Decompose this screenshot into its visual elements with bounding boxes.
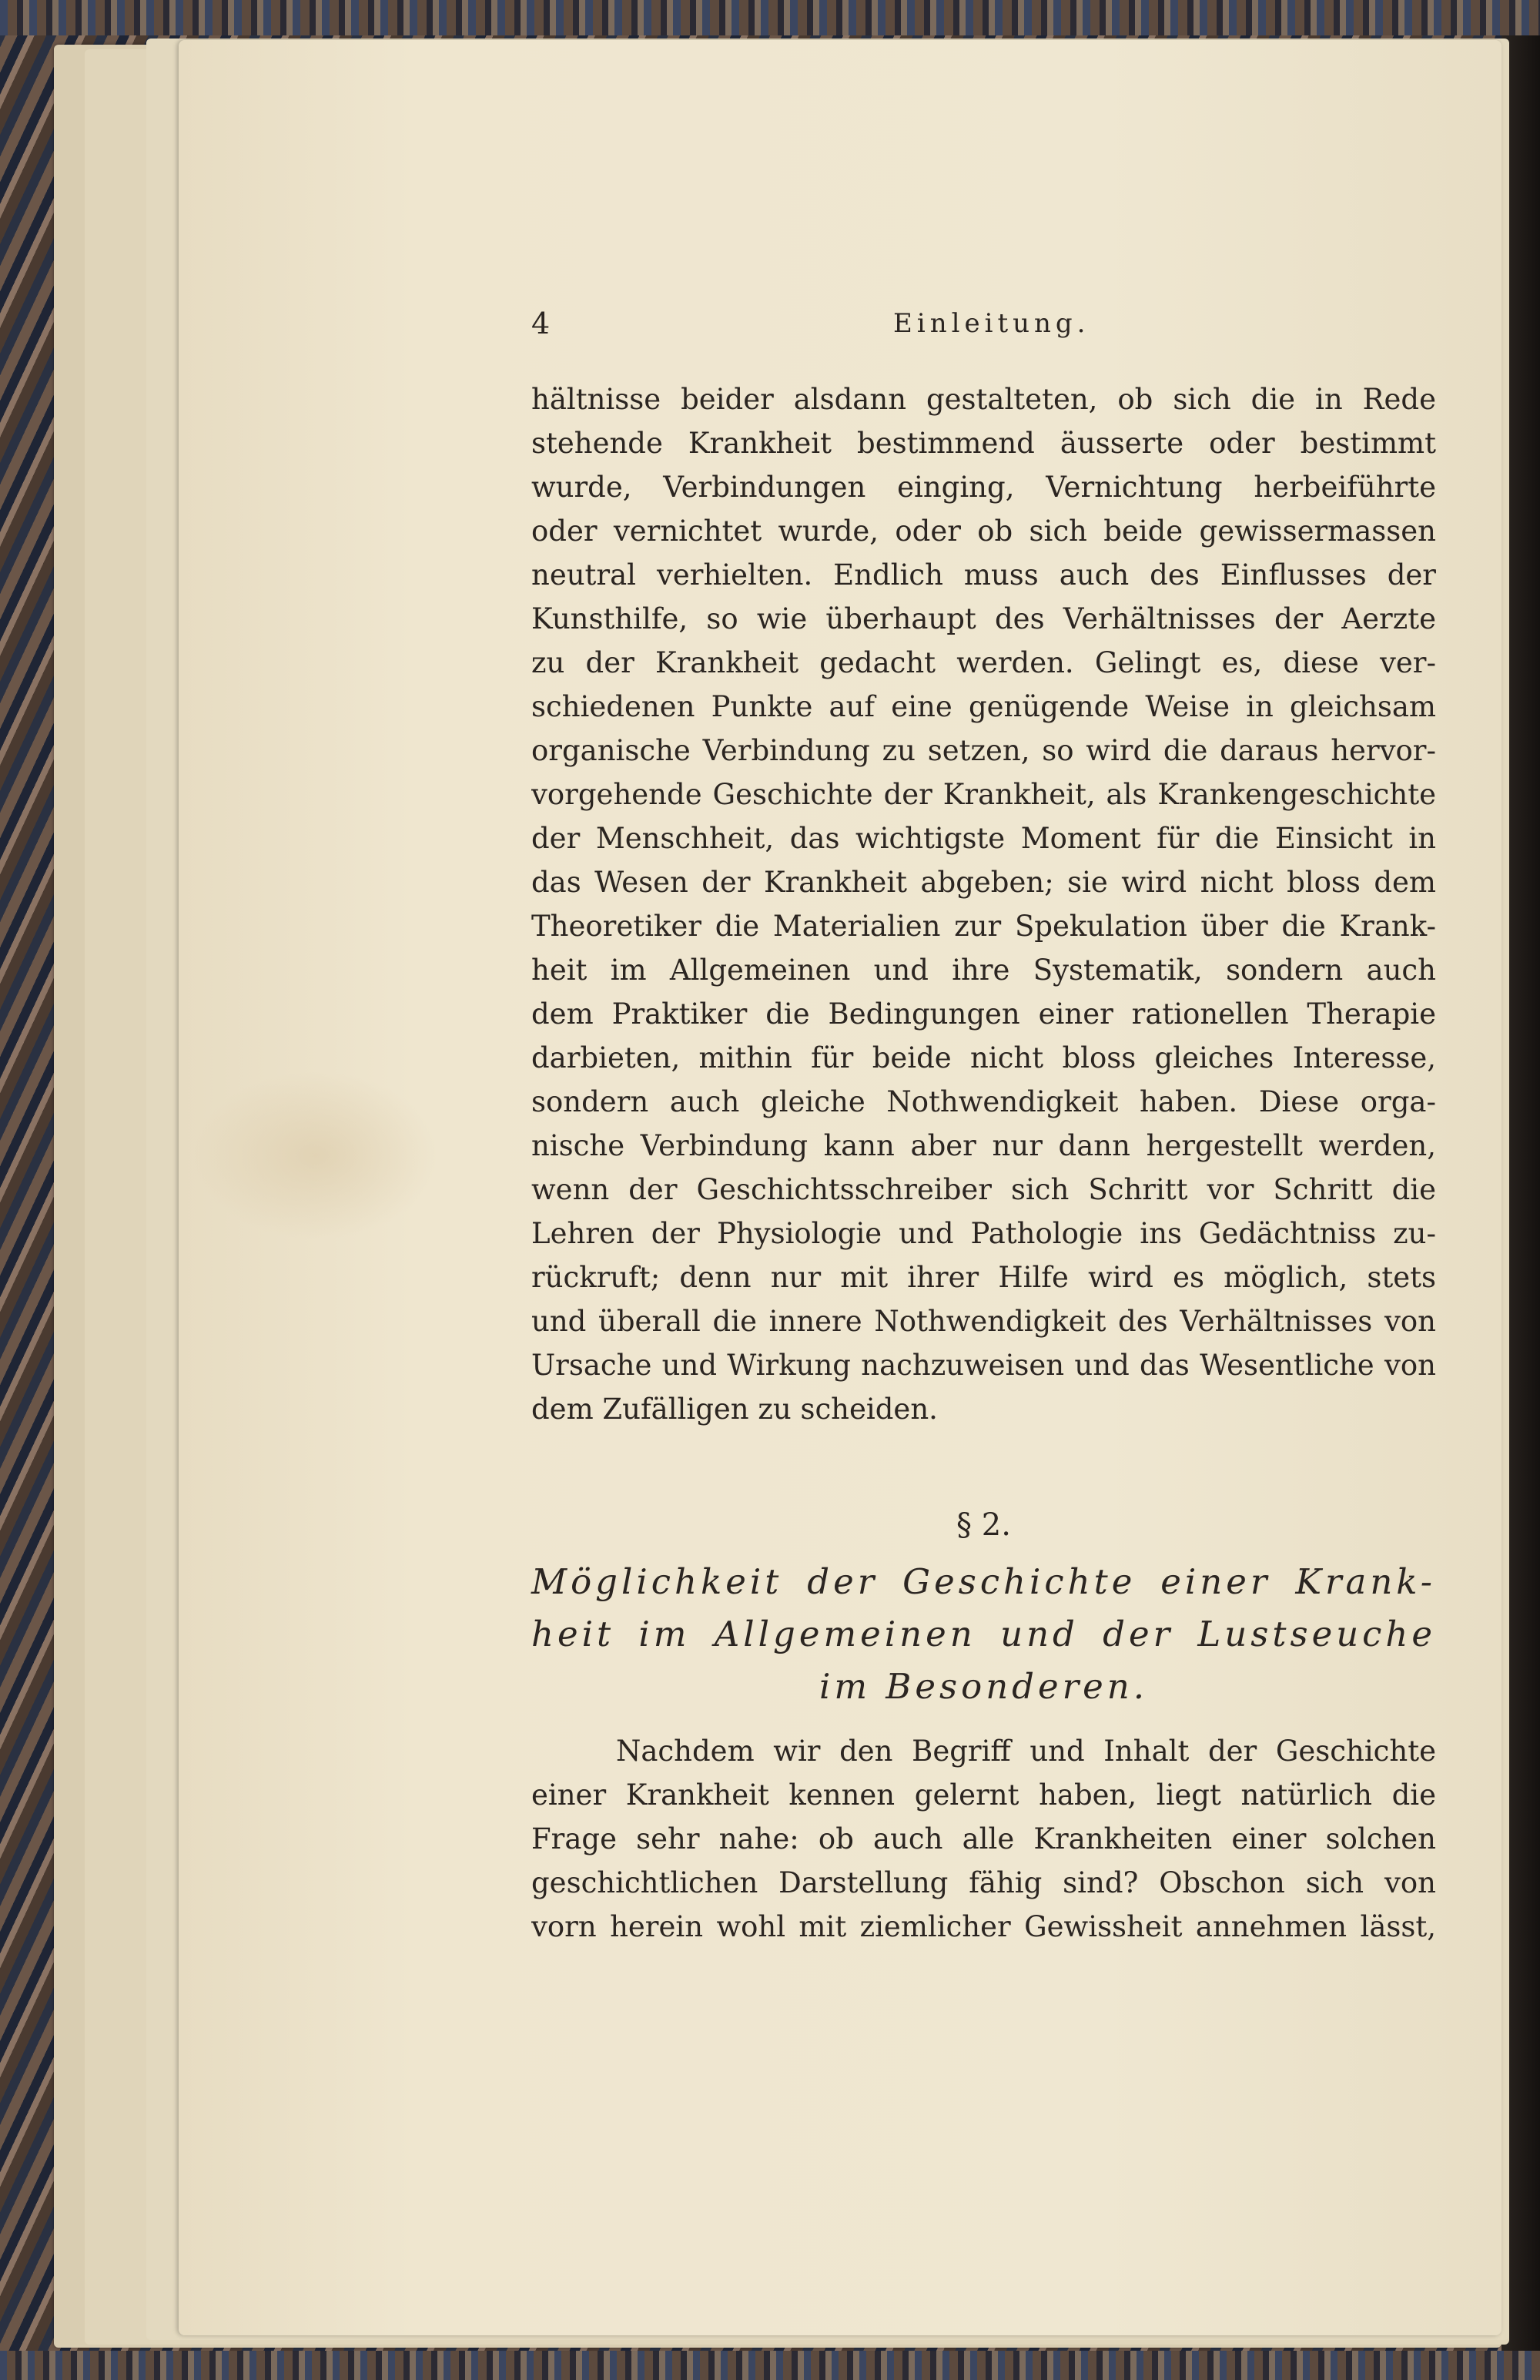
text-line: Nachdem wir den Begriff und Inhalt der Geschichte xyxy=(616,1735,1436,1768)
paper-stain xyxy=(192,1071,439,1240)
page-number: 4 xyxy=(531,307,551,340)
text-line: schiedenen Punkte auf eine genügende Weise in gleichsam xyxy=(531,690,1436,723)
text-line: dem Zufälligen zu scheiden. xyxy=(531,1393,938,1426)
text-line: stehende Krankheit bestimmend äusserte oder bestimmt xyxy=(531,427,1436,460)
heading-line: heit im Allgemeinen und der Lustseuche xyxy=(531,1614,1436,1654)
running-title: Einleitung. xyxy=(893,308,1090,339)
text-line: zu der Krankheit gedacht werden. Gelingt es, diese ver- xyxy=(531,646,1436,679)
text-line: der Menschheit, das wichtigste Moment für die Einsicht in xyxy=(531,822,1436,855)
text-line: Theoretiker die Materialien zur Spekulation über die Krank- xyxy=(531,910,1436,943)
text-line: rückruft; denn nur mit ihrer Hilfe wird es möglich, stets xyxy=(531,1261,1436,1294)
text-line: das Wesen der Krankheit abgeben; sie wird nicht bloss dem xyxy=(531,866,1436,899)
paragraph-2 xyxy=(531,1729,1436,1949)
cover-bottom-edge xyxy=(0,2351,1540,2380)
text-line: Lehren der Physiologie und Pathologie ins Gedächtniss zu- xyxy=(531,1217,1436,1250)
section-heading xyxy=(531,1556,1436,1713)
text-line: hältnisse beider alsdann gestalteten, ob sich die in Rede xyxy=(531,383,1436,416)
text-line: sondern auch gleiche Nothwendigkeit haben. Diese orga- xyxy=(531,1085,1436,1118)
text-line: darbieten, mithin für beide nicht bloss gleiches Interesse, xyxy=(531,1041,1436,1074)
text-line: vorn herein wohl mit ziemlicher Gewissheit annehmen lässt, xyxy=(531,1910,1436,1943)
text-line: oder vernichtet wurde, oder ob sich beide gewissermassen xyxy=(531,515,1436,548)
text-line: heit im Allgemeinen und ihre Systematik, sondern auch xyxy=(531,954,1436,987)
paragraph-1 xyxy=(531,377,1436,1431)
text-line: vorgehende Geschichte der Krankheit, als Krankengeschichte xyxy=(531,778,1436,811)
text-line: und überall die innere Nothwendigkeit des Verhältnisses von xyxy=(531,1305,1436,1338)
text-line: geschichtlichen Darstellung fähig sind? Obschon sich von xyxy=(531,1866,1436,1899)
text-line: Ursache und Wirkung nachzuweisen und das Wesentliche von xyxy=(531,1349,1436,1382)
text-line: wenn der Geschichtsschreiber sich Schritt vor Schritt die xyxy=(531,1173,1436,1206)
cover-top-edge xyxy=(0,0,1540,35)
text-line: nische Verbindung kann aber nur dann hergestellt werden, xyxy=(531,1129,1436,1162)
text-line: neutral verhielten. Endlich muss auch des Einflusses der xyxy=(531,558,1436,592)
text-line: einer Krankheit kennen gelernt haben, liegt natürlich die xyxy=(531,1778,1436,1812)
text-line: Frage sehr nahe: ob auch alle Krankheiten einer solchen xyxy=(531,1822,1436,1855)
text-line: wurde, Verbindungen einging, Vernichtung herbeiführte xyxy=(531,471,1436,504)
heading-line: Möglichkeit der Geschichte einer Krank- xyxy=(531,1561,1436,1602)
text-line: Kunsthilfe, so wie überhaupt des Verhältnisses der Aerzte xyxy=(531,602,1436,635)
text-line: organische Verbindung zu setzen, so wird die daraus hervor- xyxy=(531,734,1436,767)
running-head xyxy=(531,300,1436,347)
heading-line: im Besonderen. xyxy=(819,1666,1149,1707)
text-line: dem Praktiker die Bedingungen einer rationellen Therapie xyxy=(531,997,1436,1031)
section-number: § 2. xyxy=(956,1507,1011,1543)
